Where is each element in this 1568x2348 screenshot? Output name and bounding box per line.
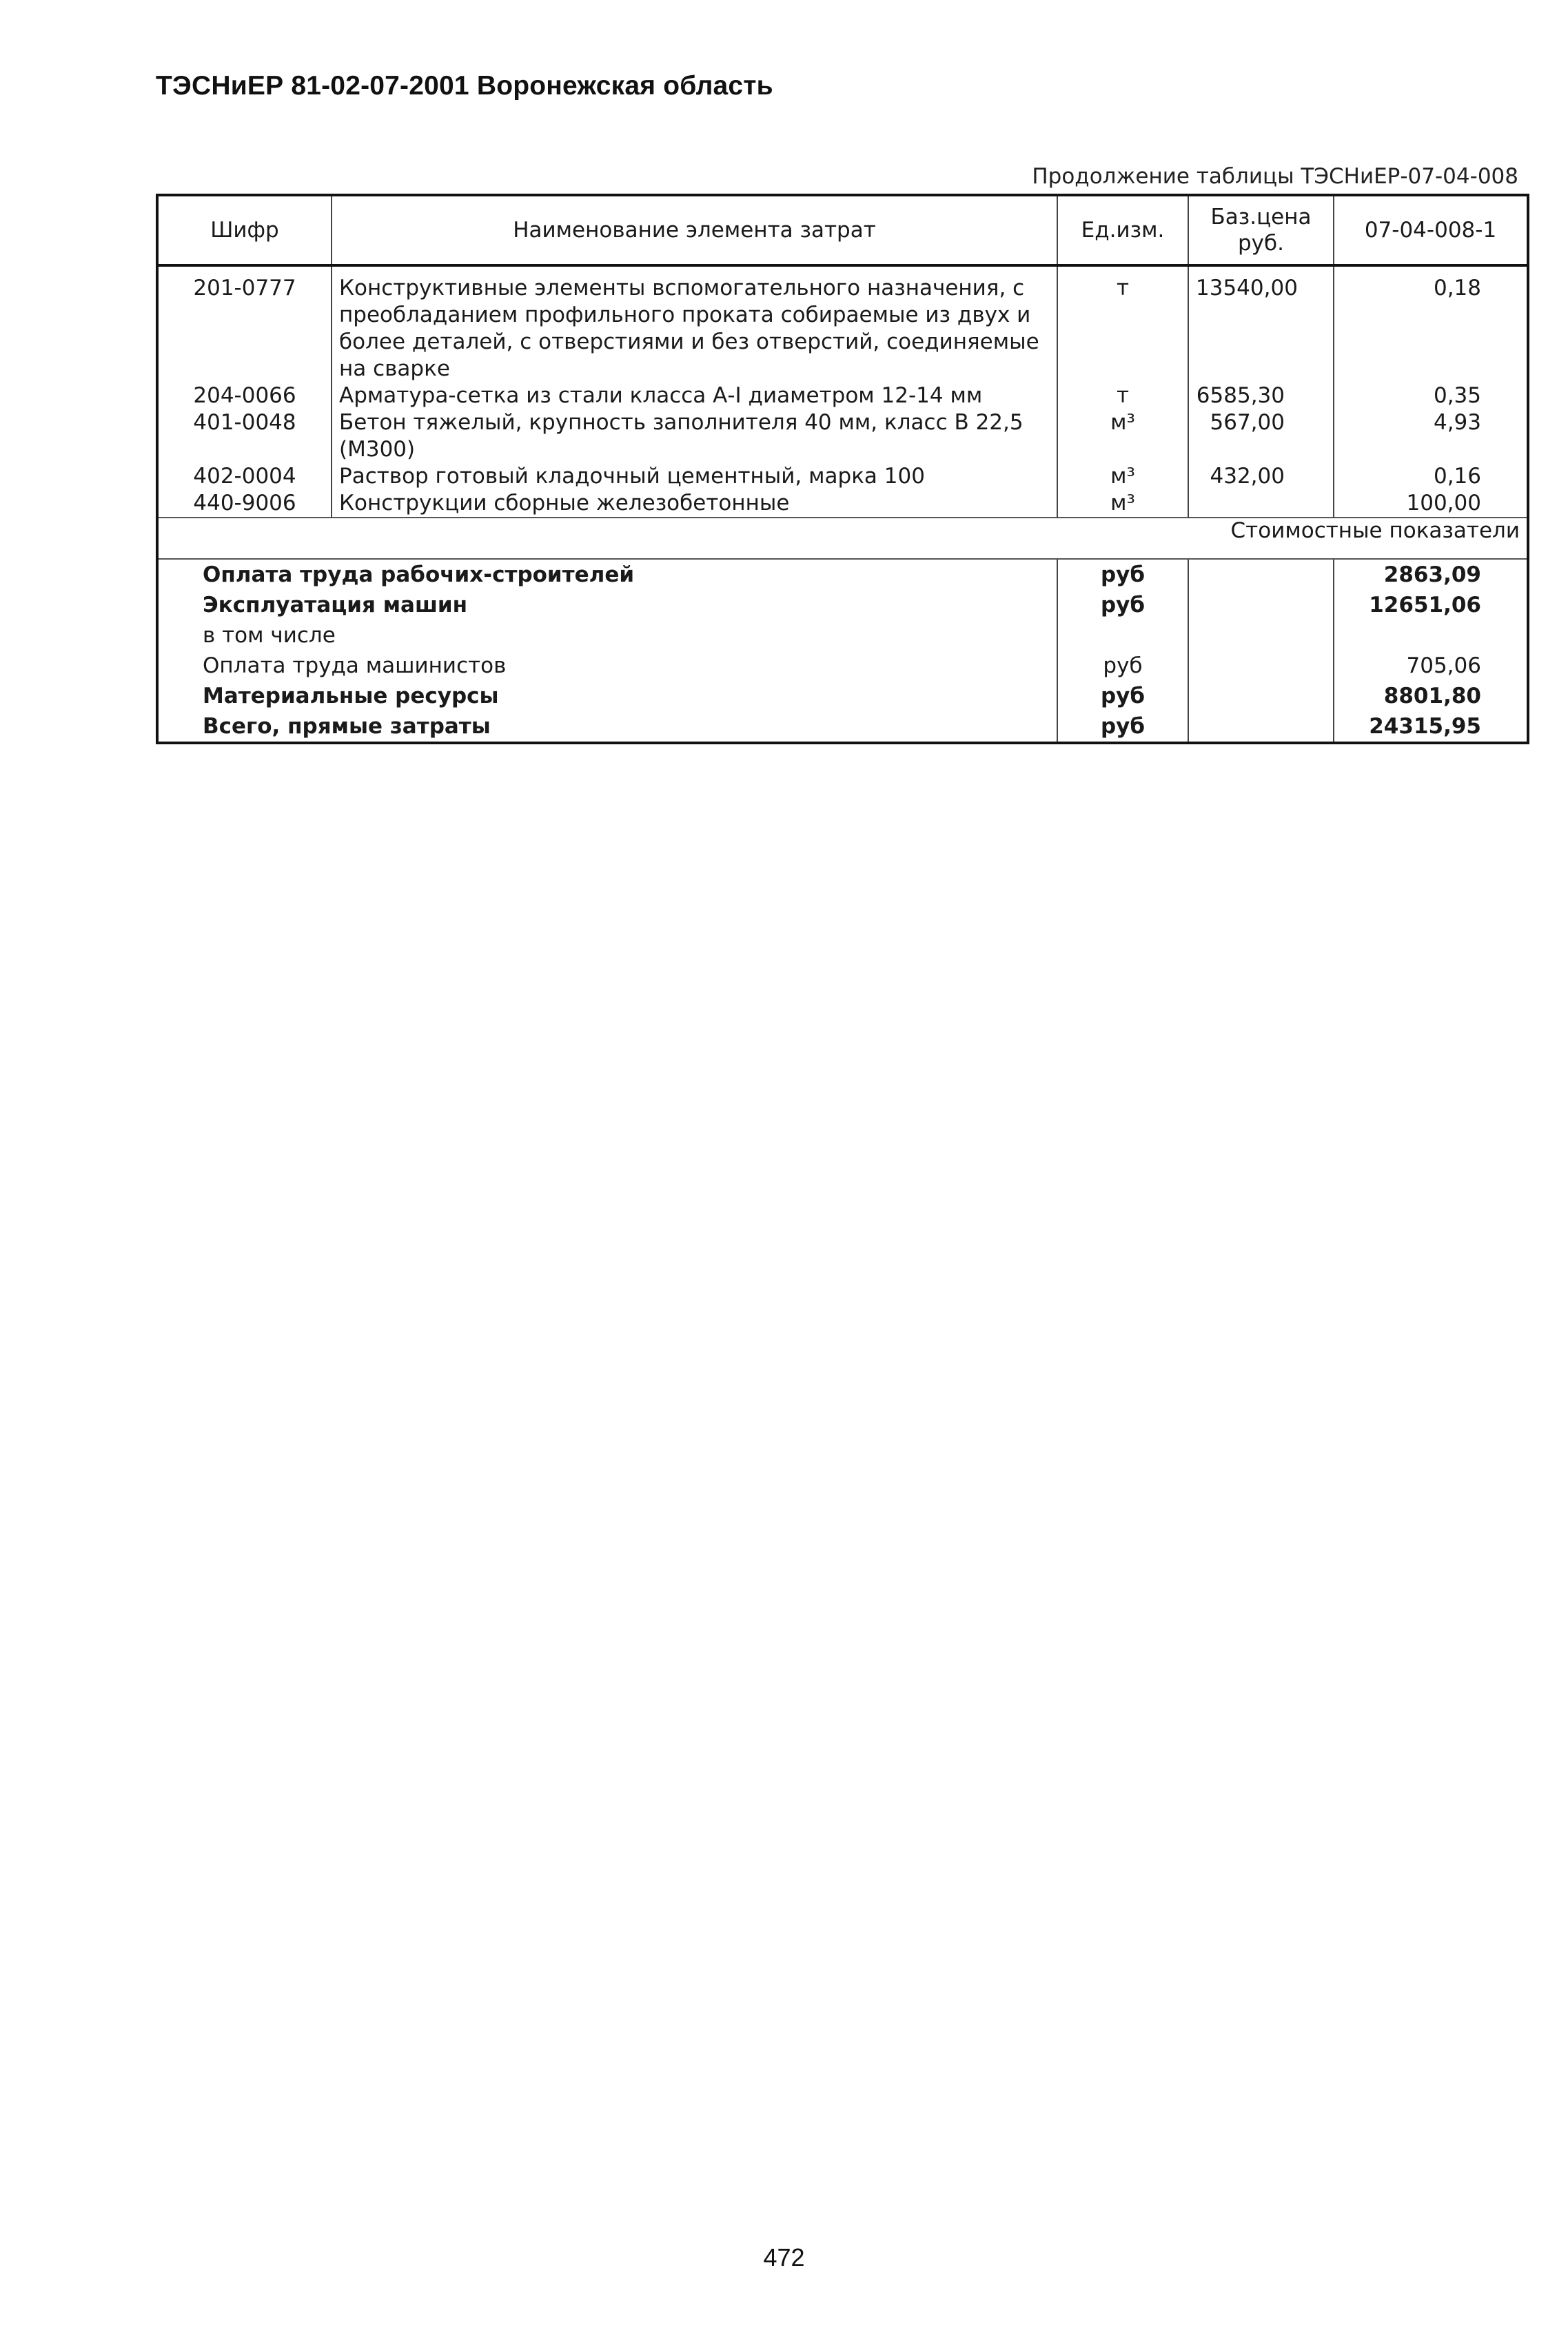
column-header-value: 07-04-008-1 <box>1334 195 1528 265</box>
resource-row <box>157 265 1528 382</box>
resource-price: 6585,30 <box>1188 382 1334 409</box>
resource-name: Арматура-сетка из стали класса А-I диаметром 12-14 мм <box>332 382 1057 409</box>
cost-unit: руб <box>1057 590 1188 620</box>
resource-quantity: 0,18 <box>1334 265 1528 382</box>
resource-quantity: 100,00 <box>1334 490 1528 518</box>
document-title: ТЭСНиЕР 81-02-07-2001 Воронежская область <box>156 71 773 101</box>
resource-code: 440-9006 <box>193 491 296 515</box>
resource-unit: м³ <box>1057 463 1188 490</box>
resource-unit: т <box>1057 265 1188 382</box>
table-header-row <box>157 195 1528 265</box>
cost-row <box>157 651 1528 681</box>
cost-value: 12651,06 <box>1334 590 1528 620</box>
cost-label: Эксплуатация машин <box>203 593 468 617</box>
cost-empty-cell <box>1188 559 1334 590</box>
cost-row <box>157 559 1528 590</box>
column-header-name: Наименование элемента затрат <box>332 195 1057 265</box>
column-header-unit: Ед.изм. <box>1057 195 1188 265</box>
resource-row <box>157 382 1528 409</box>
cost-label: Всего, прямые затраты <box>203 714 491 739</box>
cost-value: 2863,09 <box>1334 559 1528 590</box>
resource-quantity: 0,35 <box>1334 382 1528 409</box>
resource-name: Конструкции сборные железобетонные <box>332 490 1057 518</box>
resource-unit: м³ <box>1057 490 1188 518</box>
resource-unit: т <box>1057 382 1188 409</box>
resource-name: Конструктивные элементы вспомогательного назначения, с преобладанием профильного проката собираемые из двух и более деталей, с отверстиями и без отверстий, соединяемые на сварке <box>332 265 1057 382</box>
cost-empty-cell <box>1188 620 1334 651</box>
cost-unit: руб <box>1057 651 1188 681</box>
cost-unit <box>1057 620 1188 651</box>
resource-code: 401-0048 <box>193 410 296 435</box>
cost-label: Материальные ресурсы <box>203 684 499 708</box>
resource-code: 201-0777 <box>193 276 296 300</box>
cost-unit: руб <box>1057 559 1188 590</box>
column-header-price <box>1188 195 1334 265</box>
resource-name: Бетон тяжелый, крупность заполнителя 40 мм, класс В 22,5 (М300) <box>332 409 1057 463</box>
resource-code: 402-0004 <box>193 464 296 489</box>
resource-rows <box>157 265 1528 518</box>
cost-empty-cell <box>1188 651 1334 681</box>
cost-unit: руб <box>1057 681 1188 711</box>
cost-unit: руб <box>1057 711 1188 743</box>
cost-empty-cell <box>1188 711 1334 743</box>
resource-table <box>156 194 1529 744</box>
resource-price: 432,00 <box>1188 463 1334 490</box>
resource-unit: м³ <box>1057 409 1188 463</box>
resource-name: Раствор готовый кладочный цементный, марка 100 <box>332 463 1057 490</box>
resource-code: 204-0066 <box>193 383 296 408</box>
cost-label: Оплата труда машинистов <box>203 653 507 678</box>
resource-row <box>157 490 1528 518</box>
resource-price <box>1188 490 1334 518</box>
column-header-code: Шифр <box>157 195 332 265</box>
cost-row <box>157 620 1528 651</box>
table-continuation-note: Продолжение таблицы ТЭСНиЕР-07-04-008 <box>1032 164 1518 189</box>
cost-row <box>157 711 1528 743</box>
cost-empty-cell <box>1188 681 1334 711</box>
cost-row <box>157 590 1528 620</box>
cost-section-row <box>157 518 1528 559</box>
cost-label: Оплата труда рабочих-строителей <box>203 562 635 587</box>
resource-row <box>157 409 1528 463</box>
cost-value: 24315,95 <box>1334 711 1528 743</box>
cost-value: 8801,80 <box>1334 681 1528 711</box>
column-header-price-label: Баз.цена руб. <box>1210 205 1312 256</box>
cost-row <box>157 681 1528 711</box>
resource-price: 567,00 <box>1188 409 1334 463</box>
cost-label: в том числе <box>203 623 336 648</box>
cost-value: 705,06 <box>1334 651 1528 681</box>
cost-rows <box>157 559 1528 743</box>
resource-row <box>157 463 1528 490</box>
page-number: 472 <box>763 2243 805 2272</box>
resource-price: 13540,00 <box>1188 265 1334 382</box>
cost-empty-cell <box>1188 590 1334 620</box>
resource-quantity: 4,93 <box>1334 409 1528 463</box>
resource-quantity: 0,16 <box>1334 463 1528 490</box>
cost-section-title: Стоимостные показатели <box>157 518 1528 559</box>
cost-value <box>1334 620 1528 651</box>
